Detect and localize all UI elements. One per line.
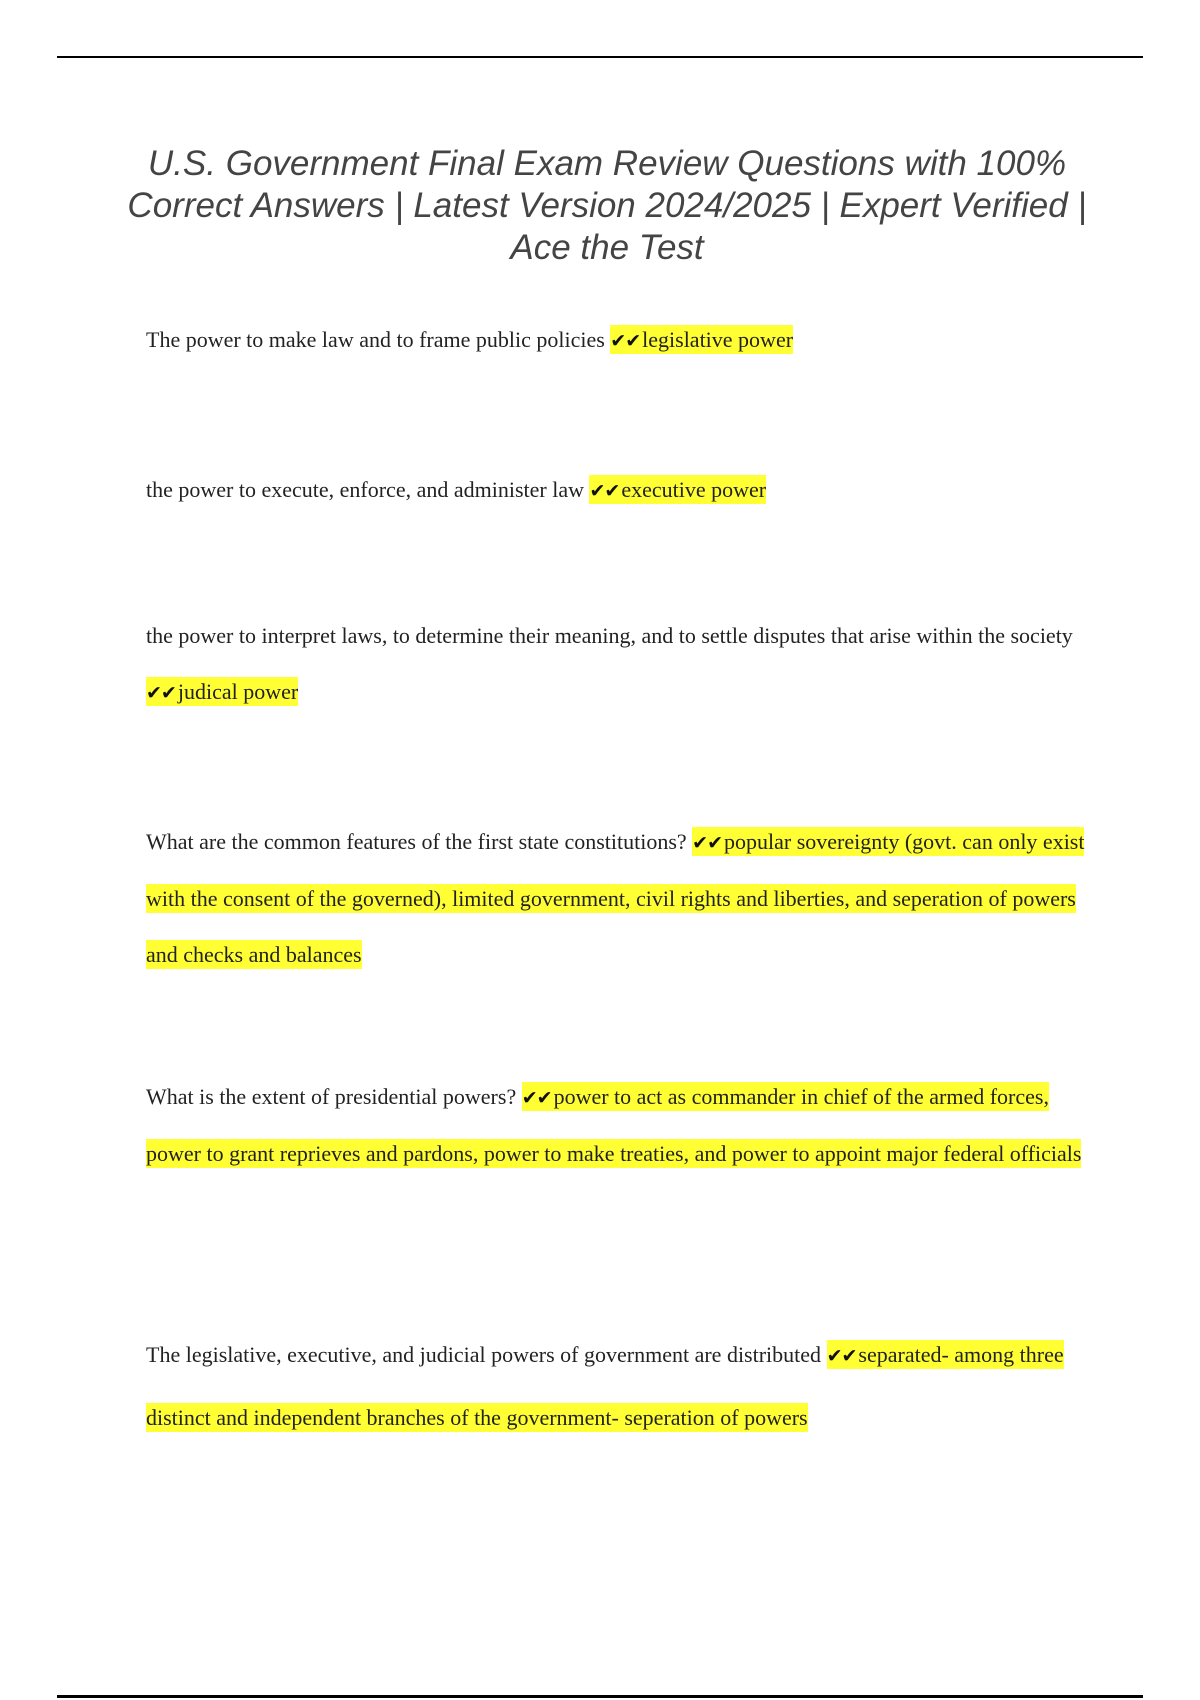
document-title: U.S. Government Final Exam Review Questions with 100% Correct Answers | Latest Version 2024/2025 | Expert Verified | Ace the Test (127, 144, 1087, 267)
bottom-rule (57, 1695, 1143, 1698)
answer-text: popular sovereignty (govt. can only exist with the consent of the governed), limited government, civil rights and liberties, and seperation of powers and checks and balances (146, 829, 1085, 967)
question-text: The legislative, executive, and judicial powers of government are distributed (146, 1342, 822, 1367)
qa-item (146, 462, 1096, 519)
check-mark-icon: ✔✔ (521, 1087, 552, 1109)
check-mark-icon: ✔✔ (610, 330, 641, 352)
check-mark-icon: ✔✔ (692, 832, 722, 854)
check-mark-icon: ✔✔ (826, 1345, 857, 1367)
question-text: the power to interpret laws, to determine their meaning, and to settle disputes that arise within the society (146, 623, 1073, 648)
question-text: The power to make law and to frame public policies (146, 327, 605, 352)
check-mark-icon: ✔✔ (146, 682, 176, 704)
top-rule (57, 56, 1143, 58)
answer-highlight (146, 677, 298, 706)
answer-text: executive power (621, 477, 767, 502)
answer-text: legislative power (642, 327, 794, 352)
question-text: What are the common features of the first state constitutions? (146, 829, 687, 854)
answer-text: power to act as commander in chief of the armed forces, power to grant reprieves and pardons, power to make treaties, and power to appoint major federal officials (146, 1084, 1082, 1166)
qa-item (146, 1324, 1096, 1449)
answer-text: separated- among three distinct and independent branches of the government- seperation of powers (146, 1342, 1064, 1430)
qa-item (146, 1069, 1096, 1182)
question-text: the power to execute, enforce, and administer law (146, 477, 584, 502)
answer-text: judical power (177, 679, 299, 704)
qa-item (146, 814, 1096, 983)
qa-item (146, 608, 1096, 721)
check-mark-icon: ✔✔ (589, 480, 620, 502)
qa-item (146, 312, 1096, 369)
question-text: What is the extent of presidential powers? (146, 1084, 517, 1109)
answer-highlight (589, 475, 766, 504)
answer-highlight (610, 325, 793, 354)
